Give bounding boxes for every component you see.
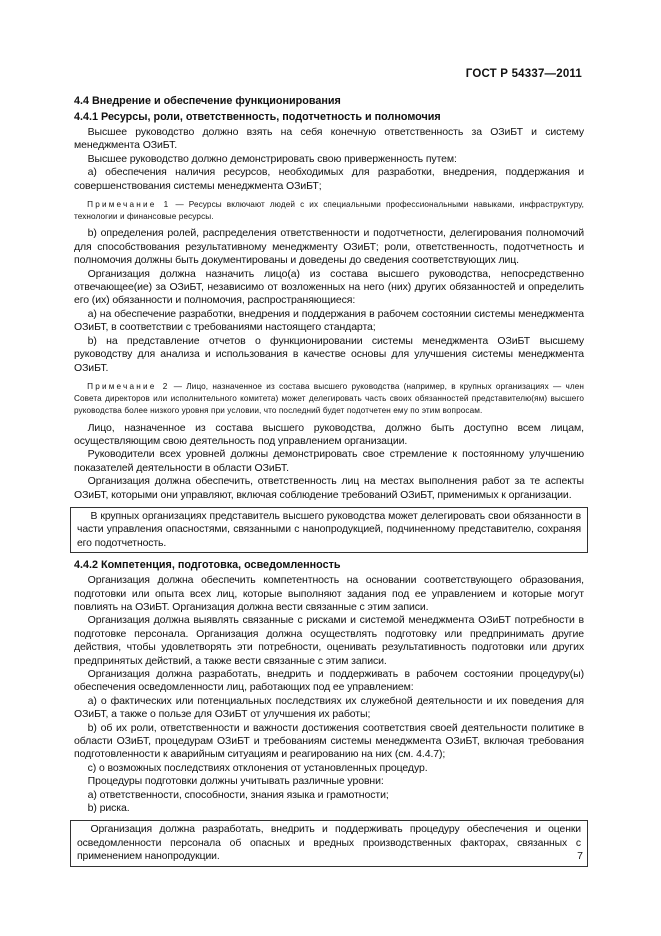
paragraph: Организация должна разработать, внедрить и поддерживать в рабочем состоянии процедуру(ы) обеспечения осведомленности лиц, работающих под ее управлением: xyxy=(74,668,584,694)
framed-requirement-box xyxy=(70,820,588,866)
paragraph: Организация должна обеспечить, ответственность лиц на местах выполнения работ за те аспекты ОЗиБТ, которыми они управляют, включая соблюдение требований ОЗиБТ, применимых к организации. xyxy=(74,475,584,501)
standard-id-header: ГОСТ Р 54337—2011 xyxy=(465,68,582,80)
list-item: b) определения ролей, распределения ответственности и подотчетности, делегирования полномочий для способствования результативному менеджменту ОЗиБТ; роли, ответственность, подотчетность и полномочия должны быть документированы и доведены до сведения соответствующих лиц. xyxy=(74,227,584,267)
page-number: 7 xyxy=(577,850,583,862)
paragraph: Лицо, назначенное из состава высшего руководства, должно быть доступно всем лицам, осуществляющим свою деятельность под управлением организации. xyxy=(74,421,584,447)
note-1 xyxy=(74,199,584,223)
note-1-text: — Ресурсы включают людей с их специальными профессиональными навыками, инфраструктуру, технологии и финансовые ресурсы. xyxy=(74,200,585,222)
framed-text: В крупных организациях представитель высшего руководства может делегировать свои обязанности в части управления опасностями, связанными с нанопродукцией, подчиненному представителю, сохраняя его подотчетность. xyxy=(77,510,581,549)
paragraph: Высшее руководство должно демонстрировать свою приверженность путем: xyxy=(87,152,457,165)
page-content xyxy=(74,94,584,872)
paragraph: Процедуры подготовки должны учитывать различные уровни: xyxy=(87,775,384,788)
note-1-label: Примечание 1 xyxy=(87,200,171,210)
framed-requirement-box xyxy=(70,507,588,553)
list-item: b) на представление отчетов о функционировании системы менеджмента ОЗиБТ высшему руководству для анализа и использования в качестве основы для улучшения системы менеджмента ОЗиБТ. xyxy=(74,334,584,374)
paragraph: Высшее руководство должно взять на себя конечную ответственность за ОЗиБТ и систему менеджмента ОЗиБТ. xyxy=(74,126,584,152)
section-4-4-2-heading: 4.4.2 Компетенция, подготовка, осведомленность xyxy=(74,559,341,572)
note-2 xyxy=(74,381,584,418)
paragraph: Организация должна назначить лицо(а) из состава высшего руководства, непосредственно отвечающее(ие) за ОЗиБТ, независимо от возложенных на него (них) других обязанностей и определить его (их) обязанности и полномочия, распространяющиеся: xyxy=(74,267,584,307)
note-2-label: Примечание 2 xyxy=(87,381,170,391)
paragraph: Организация должна обеспечить компетентность на основании соответствующего образования, подготовки или опыта всех лиц, которые выполняют задания под ее управлением и которые могут повлиять на ОЗиБТ. Организация должна вести связанные с этим записи. xyxy=(74,574,584,613)
list-item: b) риска. xyxy=(87,802,130,815)
section-4-4-heading: 4.4 Внедрение и обеспечение функционирования xyxy=(74,95,341,107)
list-item: а) обеспечения наличия ресурсов, необходимых для разработки, внедрения, поддержания и совершенствования системы менеджмента ОЗиБТ; xyxy=(74,166,584,192)
framed-text: Организация должна разработать, внедрить и поддерживать процедуру обеспечения и оценки осведомленности персонала об опасных и вредных производственных факторах, связанных с применением нанопродукции. xyxy=(77,824,581,863)
list-item: b) об их роли, ответственности и важности достижения соответствия своей деятельности политике в области ОЗиБТ, процедурам ОЗиБТ и требованиям системы менеджмента ОЗиБТ, включая требования подготовленности к аварийным ситуациям и реагированию на них (см. 4.4.7); xyxy=(74,721,584,761)
list-item: а) ответственности, способности, знания языка и грамотности; xyxy=(87,788,389,801)
list-item: а) о фактических или потенциальных последствиях их служебной деятельности и их поведения для ОЗиБТ, а также о пользе для ОЗиБТ от улучшения их работы; xyxy=(74,694,584,721)
paragraph: Организация должна выявлять связанные с рисками и системой менеджмента ОЗиБТ потребности в подготовке персонала. Организация должна осуществлять подготовку или предпринимать другие действия, чтобы удовлетворять эти потребности, оценивать результативность подготовки или других предпринятых действий, а также вести связанные с этим записи. xyxy=(74,614,584,667)
section-4-4-1-heading: 4.4.1 Ресурсы, роли, ответственность, подотчетность и полномочия xyxy=(74,111,441,123)
paragraph: Руководители всех уровней должны демонстрировать свое стремление к постоянному улучшению показателей деятельности в области ОЗиБТ. xyxy=(74,448,584,474)
list-item: c) о возможных последствиях отклонения от установленных процедур. xyxy=(87,761,428,774)
list-item: а) на обеспечение разработки, внедрения и поддержания в рабочем состоянии системы менеджмента ОЗиБТ, в соответствии с требованиями настоящего стандарта; xyxy=(74,307,584,334)
note-2-text: — Лицо, назначенное из состава высшего руководства (например, в крупных организациях — член Совета директоров или исполнительного комитета) может делегировать часть своих обязанностей представителю(ям) высшего руководства более низкого уровня при условии, что последний будет подотчетен ему по этим вопросам. xyxy=(74,381,585,416)
